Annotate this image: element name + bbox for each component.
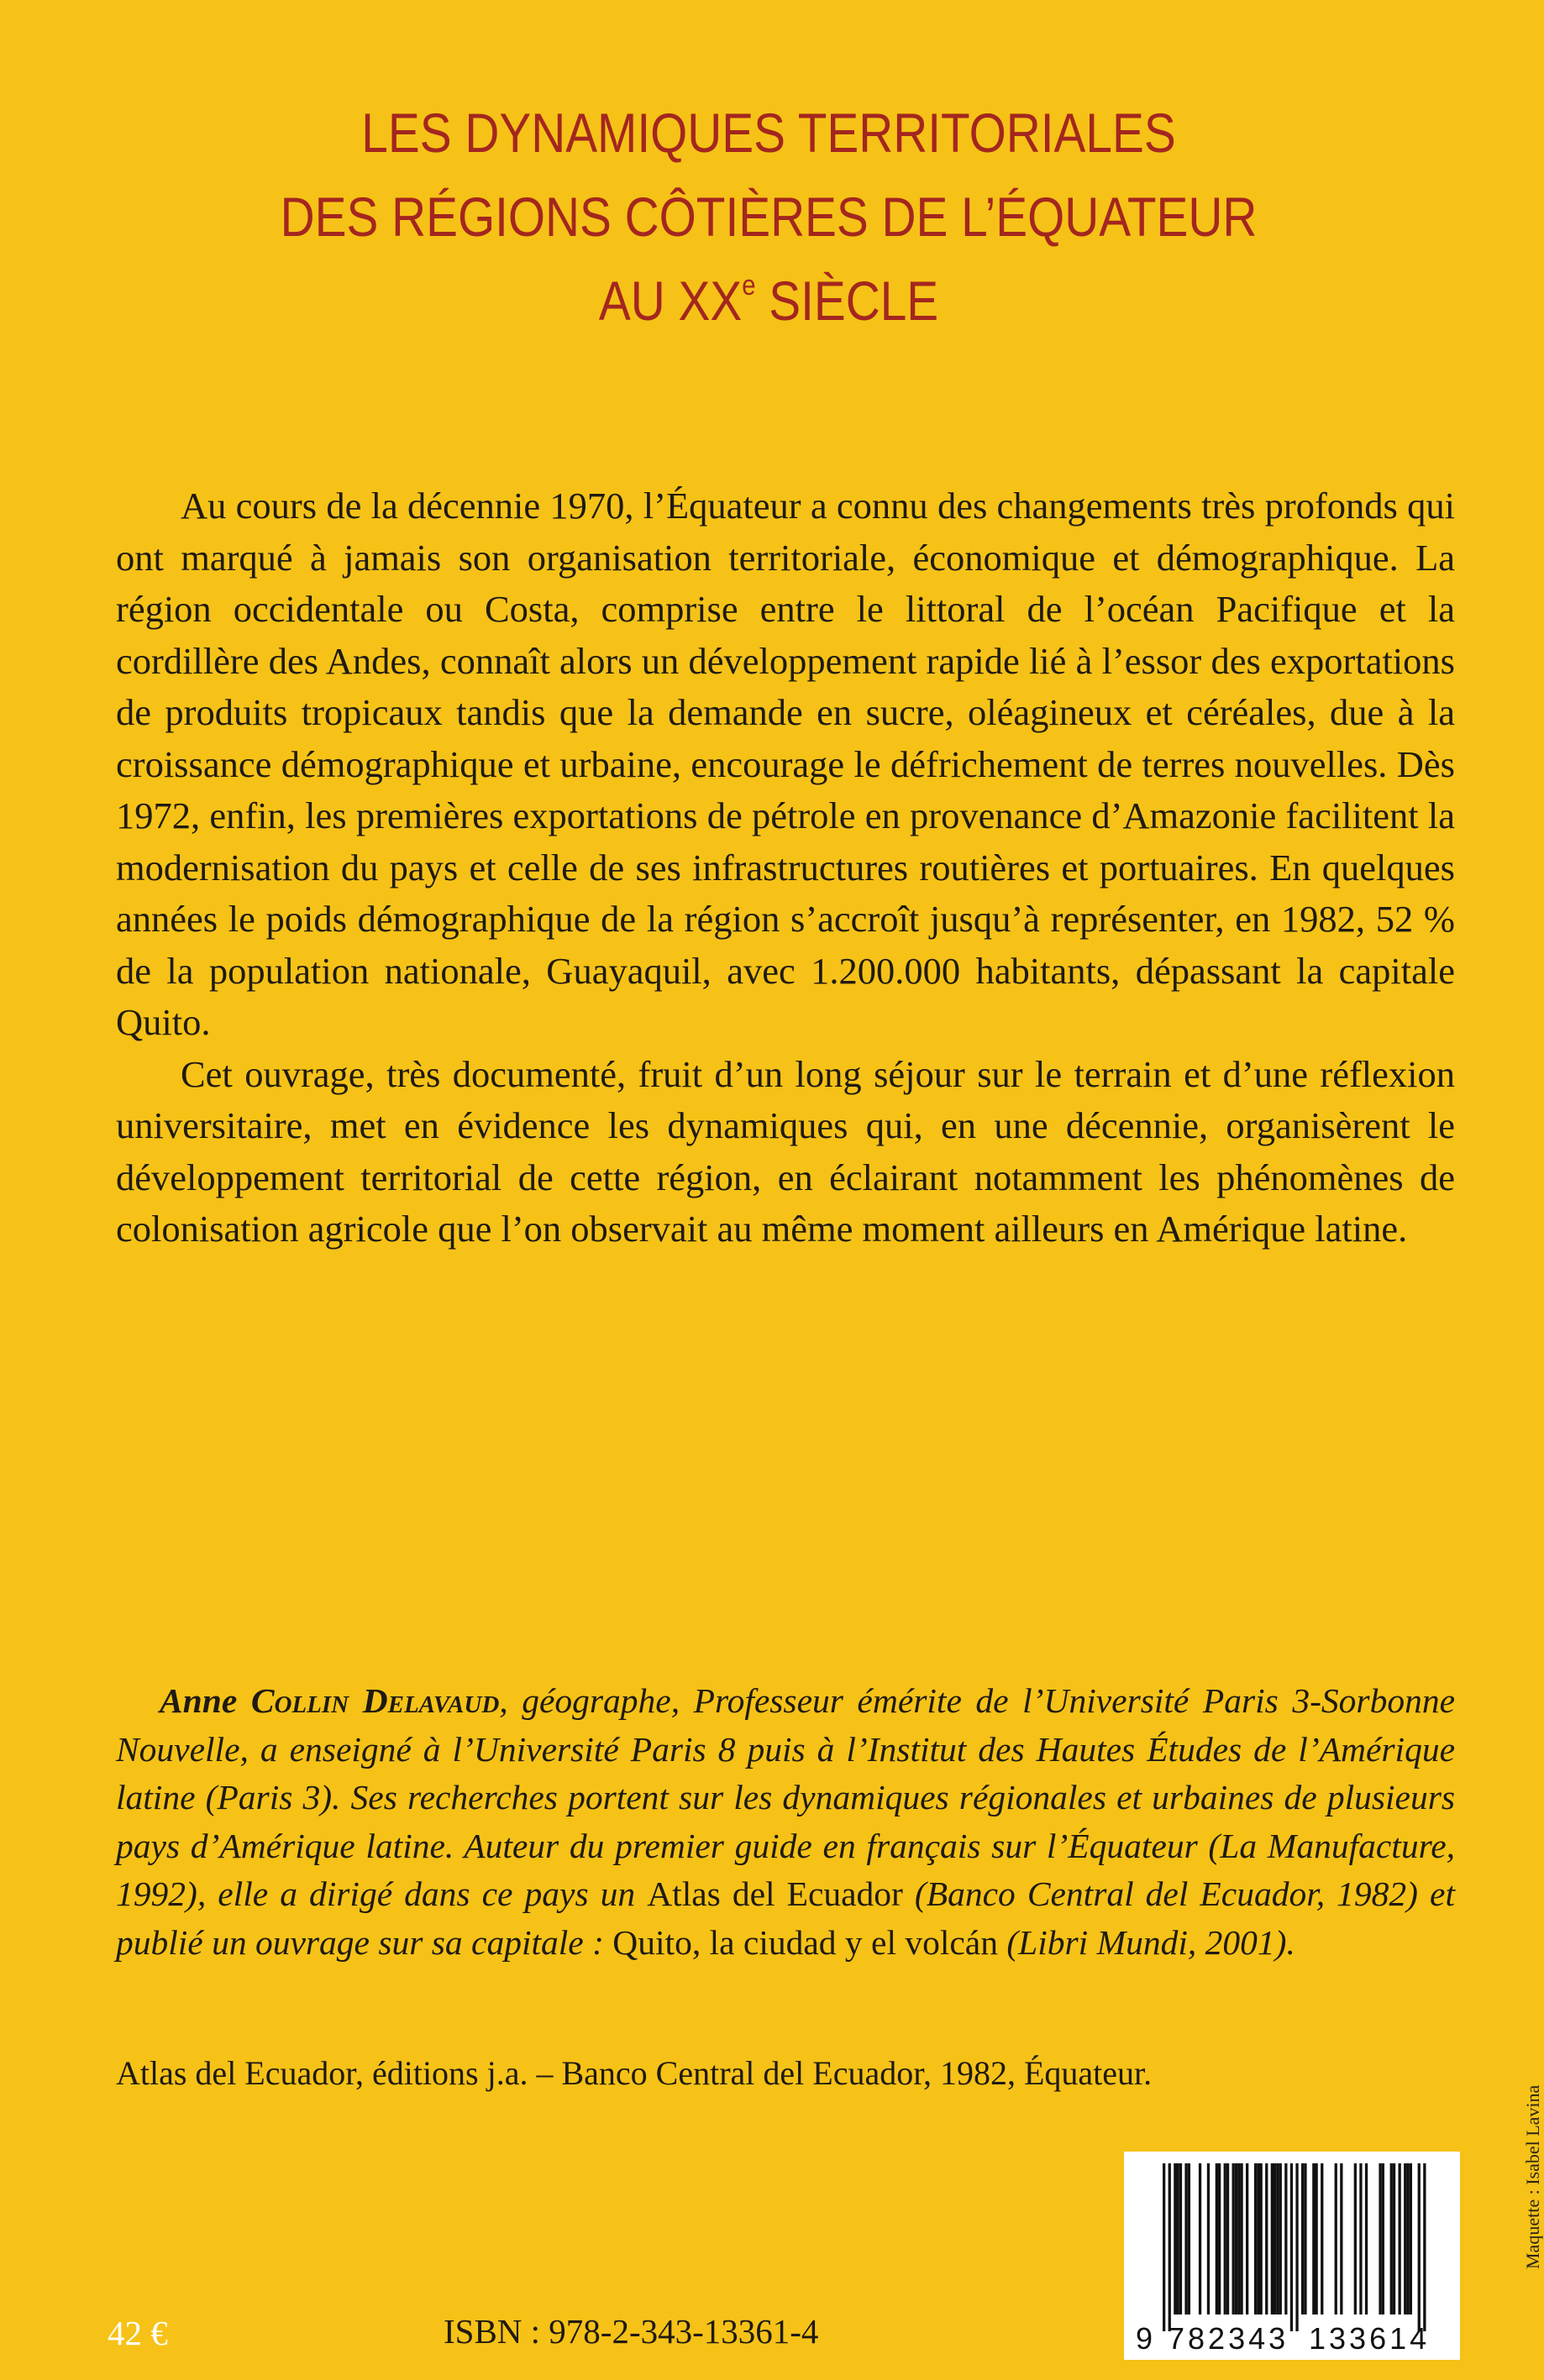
barcode-bar	[1390, 2163, 1393, 2314]
title-line-3-main: AU XX	[598, 270, 743, 332]
barcode-bar	[1340, 2163, 1342, 2314]
barcode-bar	[1169, 2163, 1171, 2331]
barcode-bar	[1276, 2163, 1279, 2314]
barcode-bar	[1207, 2163, 1210, 2314]
author-name	[160, 1681, 499, 1720]
barcode-bar	[1423, 2163, 1426, 2331]
barcode-bar	[1224, 2163, 1226, 2314]
barcode-bar	[1304, 2163, 1306, 2314]
isbn: ISBN : 978-2-343-13361-4	[444, 2312, 819, 2351]
barcode-bar	[1274, 2163, 1276, 2314]
barcode-digits	[1124, 2321, 1460, 2358]
barcode-bar	[1235, 2163, 1237, 2314]
barcode-bar	[1232, 2163, 1235, 2314]
barcode-bar	[1410, 2163, 1412, 2314]
title-line-3	[252, 259, 1285, 343]
title-line-3-end: SIÈCLE	[755, 270, 939, 332]
book-title	[252, 91, 1285, 343]
barcode-bar	[1218, 2163, 1221, 2314]
barcode-bar	[1237, 2163, 1240, 2314]
bio-text-2: (Banco Central del Ecuador, 1982) et publié un ouvrage sur sa capitale :	[116, 1874, 1455, 1962]
barcode-bar	[1359, 2163, 1362, 2314]
author-first-name: Anne	[160, 1681, 238, 1720]
biography-paragraph	[116, 1677, 1455, 1967]
title-line-2: DES RÉGIONS CÔTIÈRES DE L’ÉQUATEUR	[280, 186, 1258, 248]
barcode-bar	[1301, 2163, 1304, 2314]
image-credit: Atlas del Ecuador, éditions j.a. – Banco Central del Ecuador, 1982, Équateur.	[116, 2054, 1153, 2092]
bio-text-1: , géographe, Professeur émérite de l’Université Paris 3-Sorbonne Nouvelle, a enseigné à l’Université Paris 8 puis à l’Institut des Hautes Études de l’Amérique latine (Paris 3). Ses recherches portent sur les dynamiques régionales et urbaines de plusieurs pays d’Amérique latine. Auteur du premier guide en français sur l’Équateur (La Manufacture, 1992), elle a dirigé dans ce pays un	[116, 1681, 1456, 1913]
barcode-bar	[1279, 2163, 1282, 2314]
barcode-bar	[1260, 2163, 1263, 2314]
barcode-bar	[1240, 2163, 1242, 2314]
barcode	[1124, 2152, 1460, 2360]
barcode-bar	[1382, 2163, 1384, 2314]
summary-paragraph-1: Au cours de la décennie 1970, l’Équateur a connu des changements très profonds qui ont marqué à jamais son organisation territoriale, économique et démographique. La région occidentale ou Costa, comprise entre le littoral de l’océan Pacifique et la cordillère des Andes, connaît alors un développement rapide lié à l’essor des exportations de produits tropicaux tandis que la demande en sucre, oléagineux et céréales, due à la croissance démographique et urbaine, encourage le défrichement de terres nouvelles. Dès 1972, enfin, les premières exportations de pétrole en provenance d’Amazonie facilitent la modernisation du pays et celle de ses infrastructures routières et portuaires. En quelques années le poids démographique de la région s’accroît jusqu’à représenter, en 1982, 52 % de la population nationale, Guayaquil, avec 1.200.000 habitants, dépassant la capitale Quito.	[116, 485, 1455, 1043]
author-last-name: Collin Delavaud	[250, 1681, 500, 1720]
barcode-left-group: 782343	[1168, 2321, 1289, 2356]
book-summary	[116, 480, 1455, 1256]
barcode-bar	[1312, 2163, 1315, 2314]
barcode-bar	[1184, 2163, 1187, 2314]
barcode-bar	[1321, 2163, 1323, 2314]
barcode-bar	[1216, 2163, 1218, 2314]
barcode-bar	[1174, 2163, 1176, 2314]
title-superscript: e	[742, 270, 756, 301]
barcode-bar	[1406, 2163, 1409, 2314]
barcode-bar	[1284, 2163, 1287, 2314]
barcode-bar	[1254, 2163, 1257, 2314]
barcode-bar	[1271, 2163, 1274, 2314]
bio-book-quito: Quito, la ciudad y el volcán	[612, 1922, 998, 1962]
barcode-bar	[1199, 2163, 1201, 2314]
barcode-bar	[1179, 2163, 1182, 2314]
title-line-1: LES DYNAMIQUES TERRITORIALES	[361, 102, 1176, 164]
barcode-bar	[1188, 2163, 1190, 2314]
barcode-bar	[1265, 2163, 1268, 2314]
barcode-bar	[1399, 2163, 1401, 2314]
barcode-right-group: 133614	[1309, 2321, 1431, 2356]
barcode-bar	[1418, 2163, 1421, 2331]
price: 42 €	[108, 2314, 168, 2352]
author-biography	[116, 1677, 1455, 1967]
barcode-bar	[1354, 2163, 1357, 2314]
barcode-bar	[1246, 2163, 1248, 2314]
barcode-bar	[1365, 2163, 1368, 2314]
barcode-bar	[1163, 2163, 1165, 2331]
barcode-lead-digit: 9	[1136, 2321, 1153, 2356]
bio-text-3: (Libri Mundi, 2001).	[997, 1922, 1295, 1962]
barcode-bar	[1404, 2163, 1406, 2314]
summary-paragraph-2: Cet ouvrage, très documenté, fruit d’un long séjour sur le terrain et d’une réflexion universitaire, met en évidence les dynamiques qui, en une décennie, organisèrent le développement territorial de cette région, en éclairant notamment les phénomènes de colonisation agricole que l’on observait au même moment ailleurs en Amérique latine.	[116, 1052, 1455, 1250]
barcode-bar	[1335, 2163, 1337, 2314]
barcode-bar	[1393, 2163, 1395, 2314]
design-credit: Maquette : Isabel Lavina	[1522, 2084, 1543, 2269]
barcode-bar	[1177, 2163, 1179, 2314]
barcode-bar	[1379, 2163, 1381, 2314]
barcode-bar	[1295, 2163, 1298, 2331]
barcode-bar	[1316, 2163, 1318, 2314]
barcode-bar	[1226, 2163, 1229, 2314]
barcode-bar	[1257, 2163, 1259, 2314]
barcode-bar	[1290, 2163, 1293, 2331]
bio-book-atlas: Atlas del Ecuador	[647, 1874, 903, 1913]
